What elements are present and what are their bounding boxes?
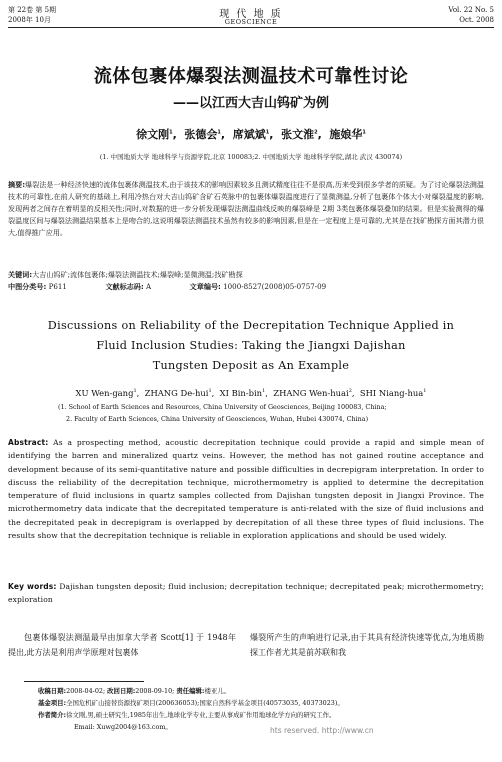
footnote-author: 作者简介:徐文刚,男,硕士研究生,1985年出生,地球化学专业,主要从事成矿作用地球化学方向的研究工作。 — [38, 711, 336, 719]
author-cn: 席斌斌 — [232, 128, 266, 141]
affiliation-en-1: (1. School of Earth Sciences and Resources, China University of Geosciences, Beijing 100083, China; — [58, 403, 387, 411]
journal-name-cn: 现 代 地 质 — [219, 9, 283, 20]
author-en: ZHANG De-hui — [144, 388, 209, 398]
journal-name-en: GEOSCIENCE — [224, 18, 278, 26]
abstract-en-text: As a prospecting method, acoustic decrepitation technique could provide a rapid and simple mean of identifying the barren and mineralized quartz veins. However, the method has not gained routine acceptance and development because of its semi-quantitative nature and possible difficulties in decrepigram interpretation. In order to discuss the reliability of the decrepitation technique, microthermometry is applied to determine the decrepitation temperature of fluid inclusions in quartz samples collected from Dajishan tungsten deposit in Jiangxi Province. The microthermometry data indicate that the decrepitated temperature is anti-related with the size of fluid inclusions and the decrepitated peak in decrepigram is overlapped by decrepitation of all these three types of fluid inclusions. The results show that the decrepitation technique is reliable in exploration applications and should be used widely. — [8, 438, 484, 541]
intro-column-right: 爆裂所产生的声响进行记录,由于其具有经济快速等优点,为地质勘探工作者尤其是前苏联和我 — [250, 633, 484, 657]
clc-label: 中图分类号: — [8, 282, 47, 291]
footnote-email: Email: Xuwg2004@163.com。 — [74, 723, 172, 731]
subtitle-cn: ——以江西大吉山钨矿为例 — [172, 96, 329, 111]
keywords-en-text: Dajishan tungsten deposit; fluid inclusion; decrepitation technique; decrepitated peak; microthermometry; exploration — [8, 582, 484, 605]
title-cn: 流体包裹体爆裂法测温技术可靠性讨论 — [93, 66, 409, 87]
header-rule — [8, 27, 494, 28]
doc-code-value: A — [146, 282, 152, 291]
intro-column-left: 包裹体爆裂法测温最早由加拿大学者 Scott[1] 于 1948年提出,此方法是利用声学原理对包裹体 — [8, 633, 236, 657]
authors-cn: 徐文刚$^1$, 张德会$^1$, 席斌斌$^1$, 张文淮$^2$, 施娘华$^1$ — [136, 128, 366, 141]
abstract-cn-label: 摘要: — [8, 180, 26, 189]
footnote-fund: 基金项目:全国危机矿山接替资源找矿项目(200636053);国家自然科学基金项目(40573035, 40373023)。 — [38, 699, 344, 707]
affiliation-en-2: 2. Faculty of Earth Sciences, China University of Geosciences, Wuhan, Hubei 430074, China) — [66, 415, 369, 423]
author-en: XI Bin-bin — [219, 388, 263, 398]
clc-value: P611 — [48, 282, 67, 291]
title-en-line2: Fluid Inclusion Studies: Taking the Jiangxi Dajishan — [96, 339, 406, 352]
author-en: ZHANG Wen-huai — [273, 388, 349, 398]
abstract-cn-text: 爆裂法是一种经济快速的流体包裹体测温技术,由于该技术的影响因素较多且测试精度往往不是很高,历来受到很多学者的质疑。为了讨论爆裂法测温技术的可靠性,在前人研究的基础上,利用冷热台对大吉山钨矿含矿石英脉中的包裹体爆裂温度进行了显微测温,分析了包裹体个体大小对爆裂温度的影响,发现两者之间存在着明显的反相关性;同时,对数据的进一步分析发现爆裂法测温曲线反映的爆裂峰是 2期 3类包裹体爆裂叠加的结果。但是实验测得的爆裂温度区间与爆裂法测温结果基本上是吻合的,这说明爆裂法测温技术虽然有较多的影响因素,但是在一定程度上是可靠的,尤其是在找矿勘探方面其潜力很大,值得推广应用。 — [8, 180, 484, 237]
footnote-rule — [24, 681, 144, 682]
authors-en: XU Wen-gang$^1$, ZHANG De-hui$^1$, XI Bin-bin$^1$, ZHANG Wen-huai$^2$, SHI Niang-hua$^1$ — [75, 388, 427, 398]
keywords-cn-label: 关键词: — [8, 270, 33, 279]
title-en-line3: Tungsten Deposit as An Example — [152, 359, 350, 372]
abstract-cn — [8, 179, 484, 239]
journal-volume-issue: 第 22卷 第 5期 — [8, 6, 57, 14]
keywords-en — [8, 580, 484, 607]
footnote-dates: 收稿日期:2008-04-02; 改回日期:2008-09-10; 责任编辑:楼亚儿。 — [38, 687, 231, 695]
keywords-en-label: Key words: — [8, 582, 57, 591]
keywords-cn — [8, 269, 484, 281]
article-no-label: 文章编号: — [189, 282, 221, 291]
journal-date-en: Oct. 2008 — [459, 16, 494, 24]
journal-volume-en: Vol. 22 No. 5 — [448, 6, 494, 14]
article-no-value: 1000-8527(2008)05-0757-09 — [223, 282, 327, 291]
doc-code-label: 文献标志码: — [105, 282, 144, 291]
author-en: SHI Niang-hua — [359, 388, 424, 398]
author-cn: 施娘华 — [329, 128, 363, 141]
abstract-en — [8, 436, 484, 542]
author-cn: 徐文刚 — [136, 128, 170, 141]
title-en-line1: Discussions on Reliability of the Decrepitation Technique Applied in — [47, 319, 455, 332]
abstract-en-label: Abstract: — [8, 438, 49, 447]
watermark: hts reserved. http://www.cn — [270, 726, 374, 735]
classification-line — [8, 281, 484, 293]
author-cn: 张文淮 — [281, 128, 315, 141]
keywords-cn-text: 大吉山钨矿;流体包裹体;爆裂法测温技术;爆裂峰;显微测温;找矿勘探 — [32, 270, 243, 279]
author-cn: 张德会 — [184, 128, 218, 141]
author-en: XU Wen-gang — [75, 388, 134, 398]
journal-date: 2008年 10月 — [8, 16, 51, 24]
affiliation-cn: (1. 中国地质大学 地球科学与资源学院,北京 100083;2. 中国地质大学 地球科学学院,湖北 武汉 430074) — [99, 153, 403, 161]
